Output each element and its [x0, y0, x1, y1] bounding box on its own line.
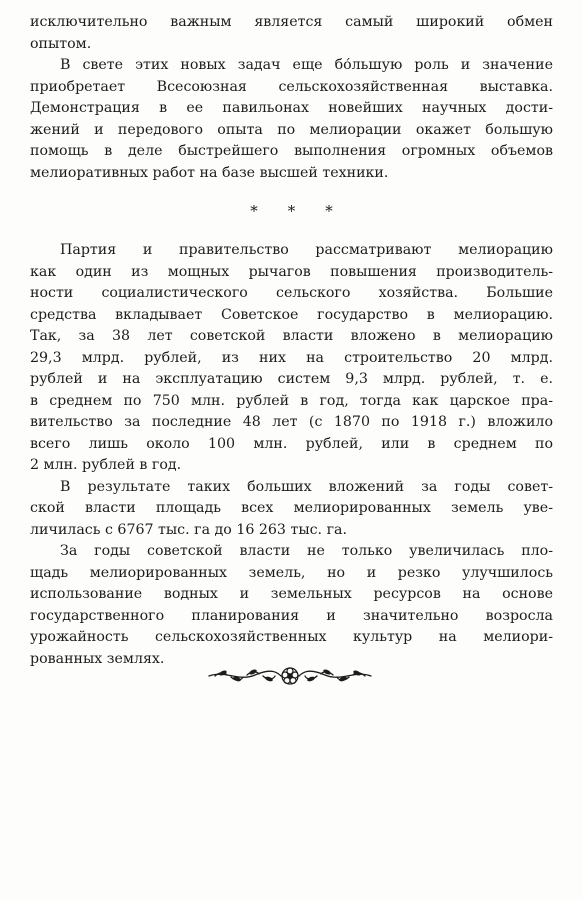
text-line: ности социалистического сельского хозяйства. Большие	[30, 285, 553, 301]
text-line: государственного планирования и значительно возросла	[30, 607, 553, 624]
text-line: ской власти площадь всех мелиорированных земель уве-	[30, 500, 553, 516]
text-line: В результате таких больших вложений за годы совет-	[60, 478, 553, 495]
text-line: жений и передового опыта по мелиорации окажет большую	[30, 121, 553, 138]
text-line: Партия и правительство рассматривают мелиорацию	[60, 242, 553, 258]
text-line: как один из мощных рычагов повышения производитель-	[30, 263, 553, 280]
section-separator	[30, 203, 553, 219]
separator-star: *	[325, 202, 333, 220]
text-line: всего лишь около 100 млн. рублей, или в среднем по	[30, 435, 553, 452]
text-line: исключительно важным является самый широкий обмен	[30, 14, 553, 30]
text-line: Демонстрация в ее павильонах новейших научных дости-	[30, 100, 553, 116]
text-line: урожайность сельскохозяйственных культур на мелиори-	[30, 629, 553, 645]
separator-star: *	[287, 202, 296, 220]
floral-ornament-icon	[205, 664, 375, 688]
paragraph-resources	[30, 541, 553, 670]
text-line: За годы советской власти не только увеличилась пло-	[60, 543, 553, 559]
text-line: Так, за 38 лет советской власти вложено в мелиорацию	[30, 328, 553, 344]
text-line: приобретает Всесоюзная сельскохозяйственная выставка.	[30, 78, 553, 95]
paragraph-investment	[30, 240, 553, 477]
text-line: рованных землях.	[30, 650, 165, 667]
text-line: В свете этих новых задач еще бо́льшую роль и значение	[60, 57, 553, 73]
text-line: 29,3 млрд. рублей, из них на строительство 20 млрд.	[30, 349, 553, 366]
text-line: опытом.	[30, 35, 92, 52]
separator-star: *	[250, 202, 258, 220]
text-line: средства вкладывает Советское государство в мелиорацию.	[30, 306, 553, 323]
text-line: вительство за последние 48 лет (с 1870 по 1918 г.) вложило	[30, 414, 553, 430]
paragraph-opening	[30, 12, 553, 55]
text-line: рублей и на эксплуатацию систем 9,3 млрд. рублей, т. е.	[30, 371, 553, 387]
paragraph-area-growth	[30, 477, 553, 542]
text-line: 2 млн. рублей в год.	[30, 457, 182, 473]
text-block	[30, 12, 553, 670]
text-line: использование водных и земельных ресурсов на основе	[30, 586, 553, 602]
text-line: помощь в деле быстрейшего выполнения огромных объемов	[30, 143, 553, 159]
text-line: мелиоративных работ на базе высшей техники.	[30, 164, 389, 181]
paragraph-exhibition	[30, 55, 553, 184]
text-line: личилась с 6767 тыс. га до 16 263 тыс. га.	[30, 521, 347, 538]
text-line: в среднем по 750 млн. рублей в год, тогда как царское пра-	[30, 392, 553, 409]
text-line: щадь мелиорированных земель, но и резко улучшилось	[30, 564, 553, 581]
